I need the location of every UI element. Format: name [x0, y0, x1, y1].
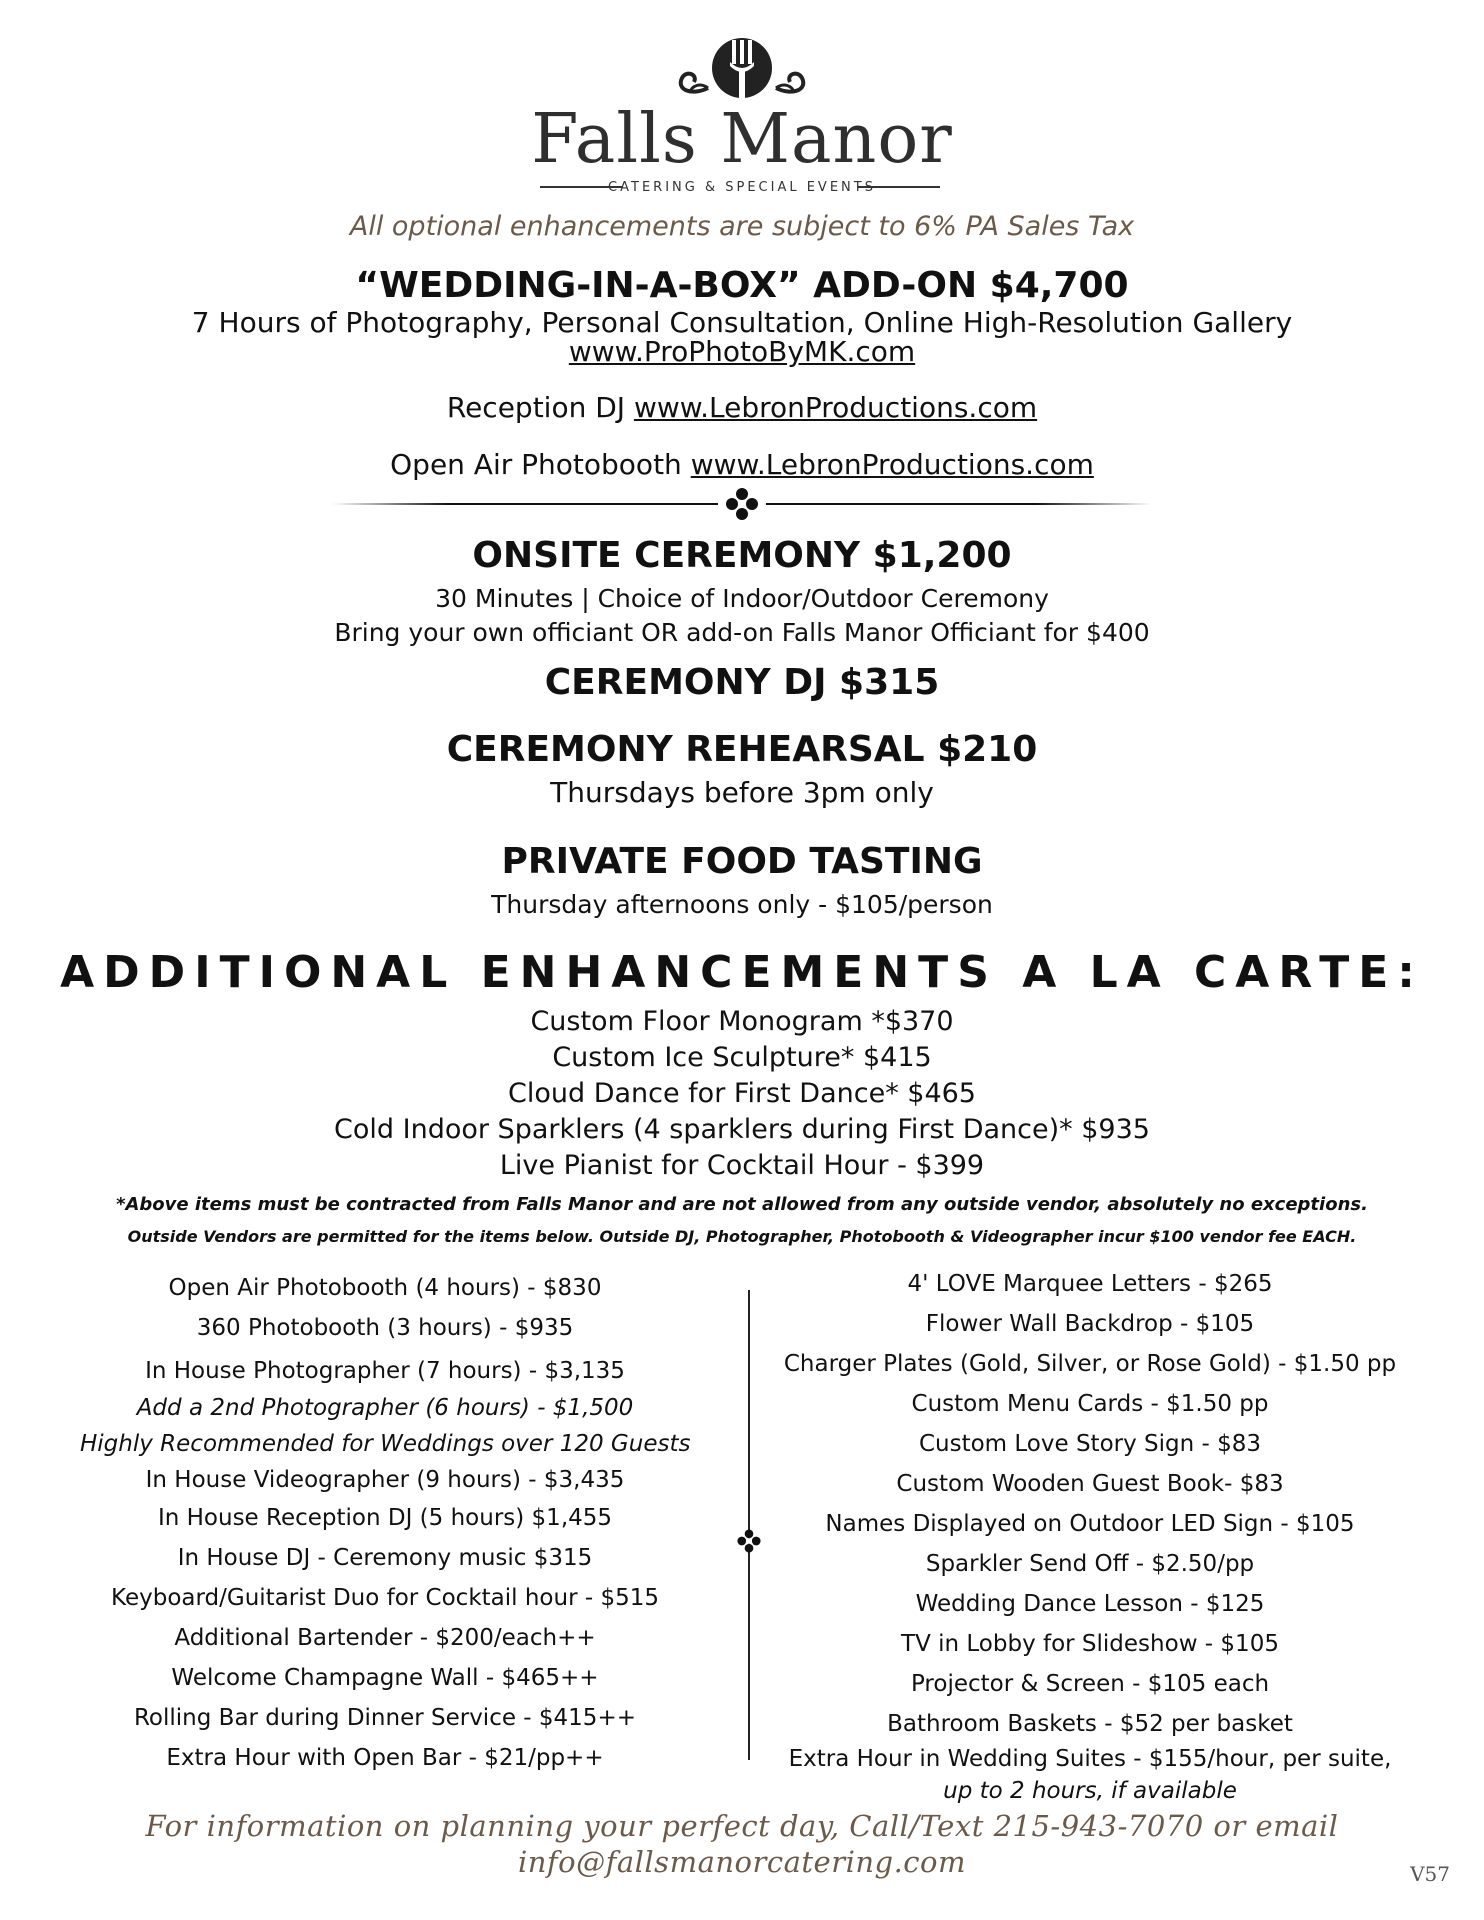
enhancement-item: Custom Ice Sculpture* $415 — [552, 1042, 932, 1073]
ceremony-line-1: 30 Minutes | Choice of Indoor/Outdoor Ceremony — [435, 584, 1049, 613]
disclaimer-outside-vendors: Outside Vendors are permitted for the items below. Outside DJ, Photographer, Photobooth & Videographer incur $100 vendor fee EACH. — [127, 1227, 1357, 1246]
list-item: Highly Recommended for Weddings over 120 Guests — [80, 1431, 691, 1457]
list-item: Extra Hour with Open Bar - $21/pp++ — [166, 1745, 604, 1771]
list-item: 360 Photobooth (3 hours) - $935 — [196, 1315, 574, 1341]
ceremony-dj-title: CEREMONY DJ $315 — [544, 662, 940, 703]
ceremony-rehearsal-title: CEREMONY REHEARSAL $210 — [446, 729, 1038, 770]
divider-line-right — [766, 503, 1152, 505]
brand-name: Falls Manor — [531, 100, 953, 179]
enhancement-item: Live Pianist for Cocktail Hour - $399 — [499, 1150, 985, 1181]
logo-icon — [652, 30, 832, 110]
rehearsal-note: Thursdays before 3pm only — [550, 776, 934, 809]
wedding-box-title: “WEDDING-IN-A-BOX” ADD-ON $4,700 — [355, 265, 1129, 306]
list-item: Names Displayed on Outdoor LED Sign - $105 — [825, 1511, 1355, 1537]
ceremony-line-2: Bring your own officiant OR add-on Falls Manor Officiant for $400 — [334, 618, 1150, 647]
photobooth-label: Open Air Photobooth — [390, 448, 682, 481]
list-item: Rolling Bar during Dinner Service - $415++ — [133, 1705, 636, 1731]
list-item: Extra Hour in Wedding Suites - $155/hour, per suite, — [788, 1746, 1392, 1772]
column-ornament-icon — [736, 1528, 762, 1558]
list-item: Add a 2nd Photographer (6 hours) - $1,500 — [136, 1395, 634, 1421]
enhancement-item: Custom Floor Monogram *$370 — [530, 1006, 954, 1037]
reception-dj-link[interactable]: www.LebronProductions.com — [633, 391, 1038, 424]
divider-line-left — [332, 503, 718, 505]
list-item: In House Reception DJ (5 hours) $1,455 — [157, 1505, 613, 1531]
list-item: Wedding Dance Lesson - $125 — [915, 1591, 1265, 1617]
a-la-carte-title: ADDITIONAL ENHANCEMENTS A LA CARTE: — [60, 947, 1424, 998]
photo-link[interactable]: www.ProPhotoByMK.com — [568, 335, 916, 368]
food-tasting-note: Thursday afternoons only - $105/person — [491, 890, 993, 919]
ornament-cross-icon — [724, 486, 760, 526]
list-item: In House DJ - Ceremony music $315 — [177, 1545, 593, 1571]
column-divider — [748, 1290, 750, 1760]
list-item: Welcome Champagne Wall - $465++ — [171, 1665, 599, 1691]
list-item: Custom Love Story Sign - $83 — [918, 1431, 1262, 1457]
list-item: Custom Menu Cards - $1.50 pp — [911, 1391, 1269, 1417]
enhancement-item: Cloud Dance for First Dance* $465 — [507, 1078, 976, 1109]
version-label: V57 — [1410, 1862, 1450, 1886]
onsite-ceremony-title: ONSITE CEREMONY $1,200 — [472, 535, 1012, 576]
tax-note: All optional enhancements are subject to 6% PA Sales Tax — [349, 211, 1135, 242]
list-item: Bathroom Baskets - $52 per basket — [887, 1711, 1293, 1737]
footer-contact: For information on planning your perfect day, Call/Text 215-943-7070 or email info@fallsmanorcatering.com — [145, 1809, 1339, 1879]
right-column — [770, 1264, 1410, 1806]
photobooth-row — [0, 448, 1484, 482]
reception-dj-row — [0, 391, 1484, 425]
list-item: Charger Plates (Gold, Silver, or Rose Gold) - $1.50 pp — [783, 1351, 1397, 1377]
list-item: Flower Wall Backdrop - $105 — [925, 1311, 1255, 1337]
list-item: Projector & Screen - $105 each — [910, 1671, 1270, 1697]
list-item: TV in Lobby for Slideshow - $105 — [901, 1631, 1279, 1657]
list-item: up to 2 hours, if available — [943, 1778, 1237, 1804]
list-item: Custom Wooden Guest Book- $83 — [896, 1471, 1284, 1497]
list-item: In House Videographer (9 hours) - $3,435 — [145, 1467, 625, 1493]
wedding-box-photo-link-row — [0, 335, 1484, 369]
list-item: Additional Bartender - $200/each++ — [174, 1625, 596, 1651]
left-column — [80, 1268, 690, 1778]
enhancement-item: Cold Indoor Sparklers (4 sparklers during First Dance)* $935 — [334, 1114, 1150, 1145]
list-item: Sparkler Send Off - $2.50/pp — [925, 1551, 1255, 1577]
wedding-box-photo-line: 7 Hours of Photography, Personal Consultation, Online High-Resolution Gallery — [191, 306, 1293, 339]
photobooth-link[interactable]: www.LebronProductions.com — [690, 448, 1094, 481]
list-item: In House Photographer (7 hours) - $3,135 — [145, 1358, 625, 1384]
disclaimer-contracted: *Above items must be contracted from Falls Manor and are not allowed from any outside vendor, absolutely no exceptions. — [116, 1194, 1368, 1215]
food-tasting-title: PRIVATE FOOD TASTING — [501, 841, 983, 882]
list-item: 4' LOVE Marquee Letters - $265 — [907, 1271, 1273, 1297]
brand-subtitle-row — [0, 176, 1484, 196]
reception-dj-label: Reception DJ — [446, 391, 626, 424]
list-item: Open Air Photobooth (4 hours) - $830 — [168, 1275, 602, 1301]
list-item: Keyboard/Guitarist Duo for Cocktail hour - $515 — [111, 1585, 659, 1611]
brand-subtitle: CATERING & SPECIAL EVENTS — [608, 180, 876, 195]
